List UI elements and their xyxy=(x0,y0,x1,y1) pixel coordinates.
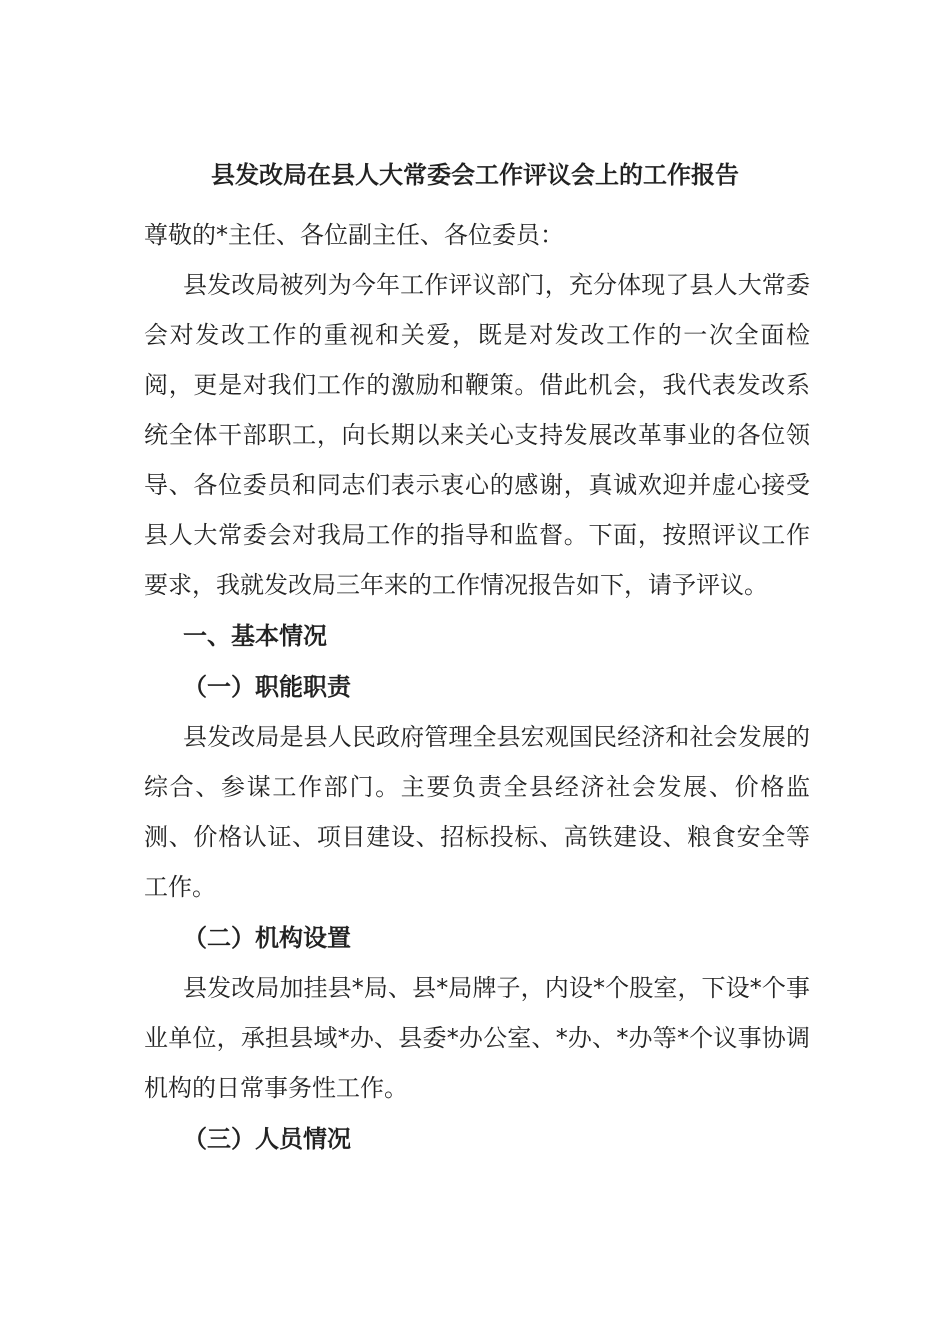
section-heading-basic-info: 一、基本情况 xyxy=(183,622,327,650)
subsection-heading-organization: （二）机构设置 xyxy=(183,924,351,952)
salutation: 尊敬的*主任、各位副主任、各位委员： xyxy=(144,221,564,249)
organization-paragraph: 县发改局加挂县*局、县*局牌子，内设*个股室，下设*个事业单位，承担县域*办、县委*办公室、*办、*办等*个议事协调机构的日常事务性工作。 xyxy=(144,974,810,1102)
subsection-heading-duties: （一）职能职责 xyxy=(183,673,351,701)
duties-paragraph: 县发改局是县人民政府管理全县宏观国民经济和社会发展的综合、参谋工作部门。主要负责全县经济社会发展、价格监测、价格认证、项目建设、招标投标、高铁建设、粮食安全等工作。 xyxy=(144,723,810,901)
intro-paragraph: 县发改局被列为今年工作评议部门，充分体现了县人大常委会对发改工作的重视和关爱，既是对发改工作的一次全面检阅，更是对我们工作的激励和鞭策。借此机会，我代表发改系统全体干部职工，向长期以来关心支持发展改革事业的各位领导、各位委员和同志们表示衷心的感谢，真诚欢迎并虚心接受县人大常委会对我局工作的指导和监督。下面，按照评议工作要求，我就发改局三年来的工作情况报告如下，请予评议。 xyxy=(144,271,810,599)
document-body xyxy=(144,212,810,1164)
subsection-heading-personnel: （三）人员情况 xyxy=(183,1125,351,1153)
document-title: 县发改局在县人大常委会工作评议会上的工作报告 xyxy=(211,161,739,189)
